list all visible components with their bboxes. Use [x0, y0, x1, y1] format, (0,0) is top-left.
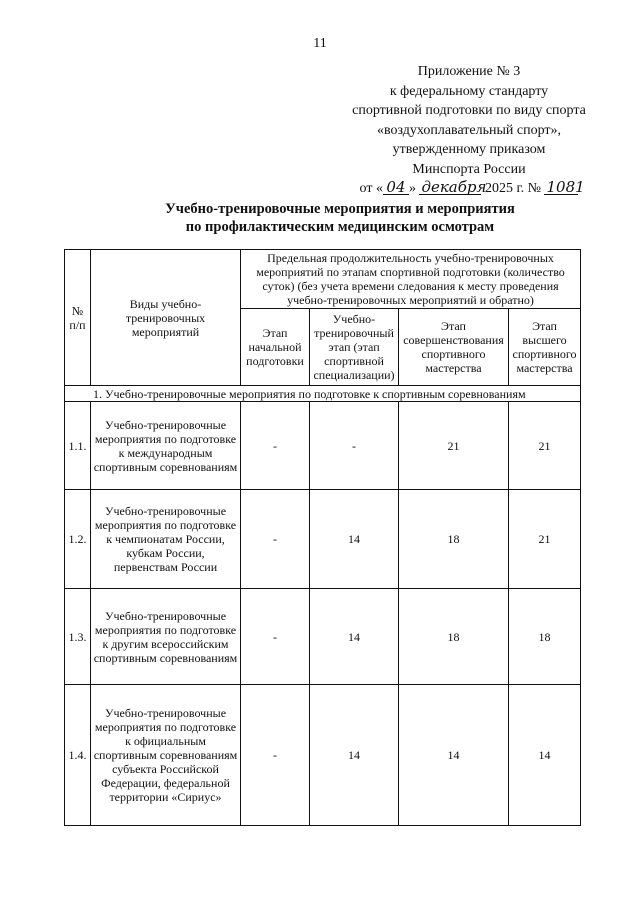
- training-events-table: [64, 249, 581, 826]
- order-number: 1081: [546, 178, 585, 196]
- header-kind: Виды учебно-тренировочных мероприятий: [91, 250, 241, 386]
- appendix-line: спортивной подготовки по виду спорта: [352, 103, 586, 118]
- row-value: 18: [509, 589, 581, 685]
- row-value: 14: [310, 685, 399, 826]
- row-value: -: [241, 490, 310, 589]
- row-value: 14: [399, 685, 509, 826]
- row-value: 21: [399, 402, 509, 490]
- table-row: [65, 490, 581, 589]
- row-value: 14: [310, 490, 399, 589]
- title-line: Учебно-тренировочные мероприятия и мероприятия: [165, 201, 515, 217]
- appendix-line: Приложение № 3: [417, 64, 521, 79]
- page-number: 11: [313, 36, 327, 51]
- header-no: № п/п: [65, 250, 91, 386]
- table-header-row: [65, 250, 581, 309]
- row-value: 21: [509, 402, 581, 490]
- row-value: -: [310, 402, 399, 490]
- row-value: -: [241, 685, 310, 826]
- section-title: 1. Учебно-тренировочные мероприятия по подготовке к спортивным соревнованиям: [65, 386, 581, 402]
- row-value: -: [241, 402, 310, 490]
- date-prefix: от «: [359, 181, 383, 196]
- row-value: 14: [310, 589, 399, 685]
- row-kind: Учебно-тренировочные мероприятия по подготовке к международным спортивным соревнованиям: [91, 402, 241, 490]
- document-title: [0, 200, 640, 236]
- header-stage: Учебно-тренировочный этап (этап спортивной специализации): [310, 309, 399, 386]
- table-row: [65, 589, 581, 685]
- date-month: декабря: [421, 178, 487, 196]
- appendix-line: к федеральному стандарту: [389, 83, 549, 99]
- section-row: [65, 386, 581, 402]
- table-row: [65, 685, 581, 826]
- row-value: 18: [399, 490, 509, 589]
- row-kind: Учебно-тренировочные мероприятия по подготовке к официальным спортивным соревнованиям субъекта Российской Федерации, федеральной территории «Сириус»: [91, 685, 241, 826]
- title-line: по профилактическим медицинским осмотрам: [185, 219, 495, 235]
- row-number: 1.4.: [65, 685, 91, 826]
- row-number: 1.2.: [65, 490, 91, 589]
- row-value: 18: [399, 589, 509, 685]
- row-value: 21: [509, 490, 581, 589]
- row-number: 1.1.: [65, 402, 91, 490]
- header-stage: Этап начальной подготовки: [241, 309, 310, 386]
- date-mid: »: [408, 181, 416, 196]
- row-kind: Учебно-тренировочные мероприятия по подготовке к другим всероссийским спортивным соревнованиям: [91, 589, 241, 685]
- table-row: [65, 402, 581, 490]
- row-value: 14: [509, 685, 581, 826]
- appendix-line: утвержденному приказом: [392, 142, 546, 157]
- row-number: 1.3.: [65, 589, 91, 685]
- header-duration: Предельная продолжительность учебно-тренировочных мероприятий по этапам спортивной подготовки (количество суток) (без учета времени следования к месту проведения учебно-тренировочных мероприятий и обратно): [241, 250, 581, 309]
- header-stage: Этап совершенствования спортивного мастерства: [399, 309, 509, 386]
- appendix-line: «воздухоплавательный спорт»,: [376, 122, 562, 138]
- header-stage: Этап высшего спортивного мастерства: [509, 309, 581, 386]
- appendix-header: [340, 62, 598, 199]
- appendix-line: Минспорта России: [412, 161, 526, 177]
- order-date-line: [340, 179, 598, 199]
- row-kind: Учебно-тренировочные мероприятия по подготовке к чемпионатам России, кубкам России, первенствам России: [91, 490, 241, 589]
- date-day: 04: [383, 180, 409, 195]
- date-year: 2025 г. №: [484, 181, 541, 196]
- row-value: -: [241, 589, 310, 685]
